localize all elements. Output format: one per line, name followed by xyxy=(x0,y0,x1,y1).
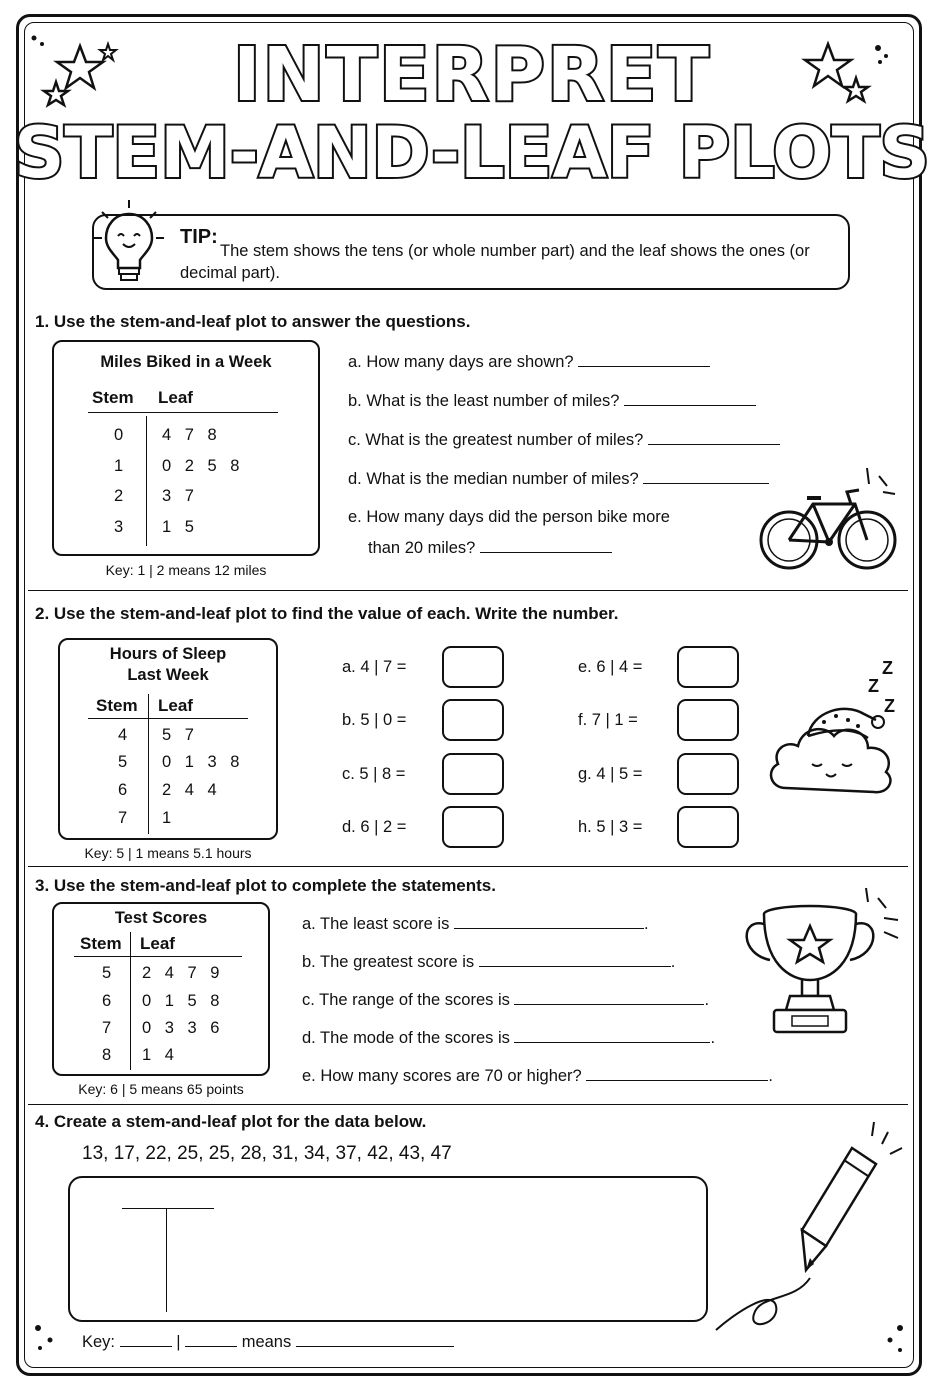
zzz-1: Z xyxy=(882,658,893,678)
section-divider xyxy=(28,1104,908,1105)
leaves-6: 0 1 5 8 xyxy=(142,992,220,1010)
section-divider xyxy=(28,590,908,591)
q2b-label: b. 5 | 0 = xyxy=(342,711,407,729)
question-2-heading: 2. Use the stem-and-leaf plot to find the value of each. Write the number. xyxy=(35,604,619,623)
tip-label: TIP: xyxy=(180,226,218,248)
trophy-icon xyxy=(740,884,900,1044)
leaves-7: 1 xyxy=(162,809,172,827)
stem-header: Stem xyxy=(96,696,138,715)
leaves-5: 2 4 7 9 xyxy=(142,964,220,982)
section-divider xyxy=(28,866,908,867)
answer-blank[interactable] xyxy=(624,391,756,406)
tip-box xyxy=(92,214,850,290)
stem-3: 3 xyxy=(114,518,124,536)
leaves-0: 4 7 8 xyxy=(162,426,217,444)
q3e: e. How many scores are 70 or higher? . xyxy=(302,1067,773,1085)
leaf-header: Leaf xyxy=(158,696,193,715)
stem-2: 2 xyxy=(114,487,124,505)
answer-blank[interactable] xyxy=(586,1066,768,1081)
data-list: 13, 17, 22, 25, 25, 28, 31, 34, 37, 42, 43, 47 xyxy=(82,1143,452,1164)
stem-divider xyxy=(130,932,131,1070)
q2c-label: c. 5 | 8 = xyxy=(342,765,406,783)
stem-header: Stem xyxy=(92,388,134,407)
answer-box-g[interactable] xyxy=(677,753,739,795)
answer-box-b[interactable] xyxy=(442,699,504,741)
leaves-7: 0 3 3 6 xyxy=(142,1019,220,1037)
page-title-line2: STEM-AND-LEAF PLOTS xyxy=(14,112,930,194)
q3d: d. The mode of the scores is . xyxy=(302,1029,716,1047)
key-value-blank[interactable] xyxy=(296,1332,454,1347)
q2d-label: d. 6 | 2 = xyxy=(342,818,407,836)
leaves-4: 5 7 xyxy=(162,726,194,744)
header-rule xyxy=(88,412,278,413)
stem-7: 7 xyxy=(102,1019,112,1037)
leaves-6: 2 4 4 xyxy=(162,781,217,799)
answer-blank[interactable] xyxy=(454,914,644,929)
q1c: c. What is the greatest number of miles? xyxy=(348,430,780,450)
q2a-label: a. 4 | 7 = xyxy=(342,658,407,676)
stem-6: 6 xyxy=(118,781,128,799)
hours-sleep-plot xyxy=(58,638,278,840)
header-rule xyxy=(122,1208,214,1209)
stem-header: Stem xyxy=(80,934,122,953)
q1d: d. What is the median number of miles? xyxy=(348,469,769,489)
answer-box-e[interactable] xyxy=(677,646,739,688)
leaves-1: 0 2 5 8 xyxy=(162,457,240,475)
answer-blank[interactable] xyxy=(648,430,780,445)
dots-top-left-icon xyxy=(28,30,48,50)
question-3-heading: 3. Use the stem-and-leaf plot to complete the statements. xyxy=(35,876,496,895)
answer-box-h[interactable] xyxy=(677,806,739,848)
answer-box-f[interactable] xyxy=(677,699,739,741)
answer-blank[interactable] xyxy=(514,1028,710,1043)
page-title-line1: INTERPRET xyxy=(233,32,711,118)
key-line: Key: | means xyxy=(82,1332,454,1352)
stem-5: 5 xyxy=(118,753,128,771)
q3c: c. The range of the scores is . xyxy=(302,991,710,1009)
plot-key: Key: 5 | 1 means 5.1 hours xyxy=(84,845,252,861)
question-4-heading: 4. Create a stem-and-leaf plot for the data below. xyxy=(35,1112,427,1131)
q1b: b. What is the least number of miles? xyxy=(348,391,756,411)
plot-title-line2: Last Week xyxy=(127,666,209,684)
q2f-label: f. 7 | 1 = xyxy=(578,711,638,729)
zzz-2: Z xyxy=(868,676,879,696)
answer-blank[interactable] xyxy=(479,952,671,967)
test-scores-plot xyxy=(52,902,270,1076)
stem-8: 8 xyxy=(102,1046,112,1064)
answer-blank[interactable] xyxy=(480,538,612,553)
stem-7: 7 xyxy=(118,809,128,827)
header-rule xyxy=(74,956,242,957)
answer-box-c[interactable] xyxy=(442,753,504,795)
sleeping-cloud-icon xyxy=(764,698,898,804)
stem-1: 1 xyxy=(114,457,124,475)
miles-biked-plot xyxy=(52,340,320,556)
q3b: b. The greatest score is . xyxy=(302,953,676,971)
stem-divider xyxy=(148,694,149,834)
answer-blank[interactable] xyxy=(643,469,769,484)
dots-bottom-right-icon xyxy=(870,1320,910,1360)
q1e: e. How many days did the person bike more xyxy=(348,508,670,526)
leaf-header: Leaf xyxy=(158,388,193,407)
answer-box-d[interactable] xyxy=(442,806,504,848)
plot-key: Key: 1 | 2 means 12 miles xyxy=(105,562,267,578)
key-leaf-blank[interactable] xyxy=(185,1332,237,1347)
q2h-label: h. 5 | 3 = xyxy=(578,818,643,836)
plot-title-line1: Hours of Sleep xyxy=(109,645,227,663)
create-plot-area[interactable] xyxy=(68,1176,708,1322)
zzz-3: Z xyxy=(884,696,895,716)
pencil-icon xyxy=(710,1118,910,1348)
dots-bottom-left-icon xyxy=(30,1320,70,1360)
stem-6: 6 xyxy=(102,992,112,1010)
q1a: a. How many days are shown? xyxy=(348,352,710,372)
answer-blank[interactable] xyxy=(514,990,704,1005)
plot-title: Test Scores xyxy=(114,909,208,927)
leaves-8: 1 4 xyxy=(142,1046,174,1064)
q2g-label: g. 4 | 5 = xyxy=(578,765,643,783)
stem-5: 5 xyxy=(102,964,112,982)
stem-divider xyxy=(166,1208,167,1312)
header-rule xyxy=(88,718,248,719)
bicycle-icon xyxy=(755,462,900,574)
key-stem-blank[interactable] xyxy=(120,1332,172,1347)
q1e-cont: than 20 miles? xyxy=(368,538,612,558)
plot-title: Miles Biked in a Week xyxy=(100,353,272,371)
stem-divider xyxy=(146,416,147,546)
q3a: a. The least score is . xyxy=(302,915,649,933)
stem-0: 0 xyxy=(114,426,124,444)
answer-blank[interactable] xyxy=(578,352,710,367)
q2e-label: e. 6 | 4 = xyxy=(578,658,643,676)
answer-box-a[interactable] xyxy=(442,646,504,688)
question-1-heading: 1. Use the stem-and-leaf plot to answer the questions. xyxy=(35,312,471,331)
stem-4: 4 xyxy=(118,726,128,744)
leaves-5: 0 1 3 8 xyxy=(162,753,240,771)
tip-text: The stem shows the tens (or whole number part) and the leaf shows the ones (or decimal part). xyxy=(180,242,810,282)
leaves-2: 3 7 xyxy=(162,487,194,505)
leaf-header: Leaf xyxy=(140,934,175,953)
leaves-3: 1 5 xyxy=(162,518,194,536)
plot-key: Key: 6 | 5 means 65 points xyxy=(78,1081,244,1097)
